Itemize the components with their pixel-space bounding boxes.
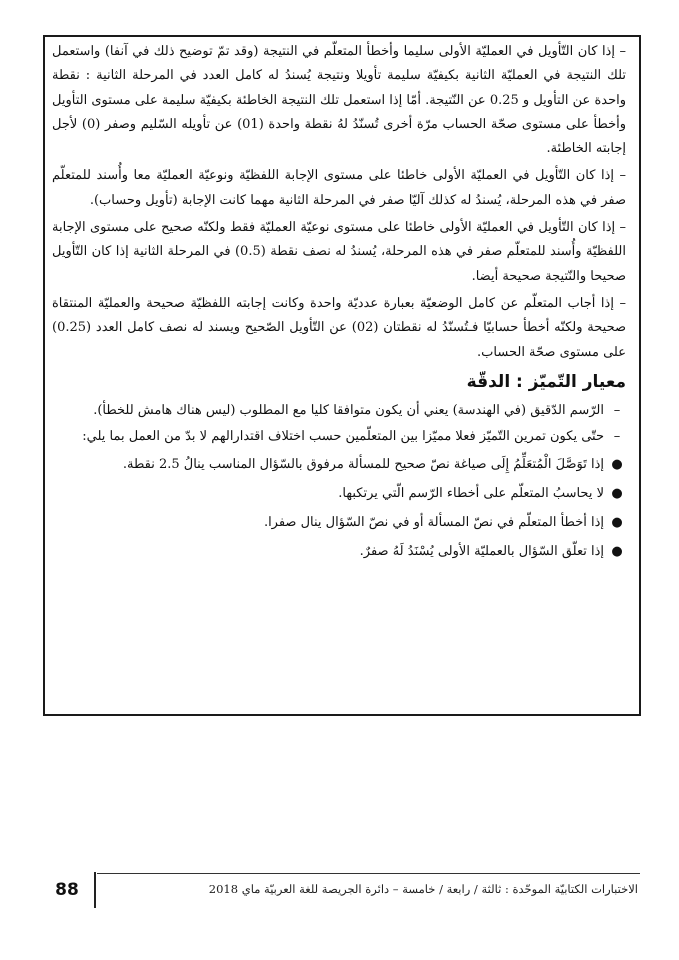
page-number: 88 xyxy=(40,872,96,908)
paragraph-1: – إذا كان التّأويل في العمليّة الأولى سليما وأخطأ المتعلّم في النتيجة (وقد تمّ توضيح ذلك في آنفا) واستعمل تلك النتيجة في العمليّة الثانية بكيفيّة سليمة تأويلا ونتيجة يُسندُ له كامل العدد في المرحلة الثانية : نقطة واحدة عن التأويل و 0.25 عن النّتيجة. أمّا إذا استعمل تلك النتيجة الخاطئة بكيفيّة سليمة على مستوى التأويل وأخطأ على مستوى صحّة الحساب مرّة أخرى تُسنّدُ لهُ نقطة واحدة (01) عن تأويله السّليم وصفر (0) لأجل إجابته الخاطئة. xyxy=(52,44,627,157)
list-item-text: إذا أخطأ المتعلّم في نصّ المسألة أو في نصّ السّؤال ينال صفرا. xyxy=(263,514,604,530)
paragraph-3: – إذا كان التّأويل في العمليّة الأولى خاطئا على مستوى نوعيّة العمليّة فقط ولكنّه صحيح على مستوى الإجابة اللفظيّة وأُسند للمتعلّم صفر في هذه المرحلة، يُسندُ له نصف نقطة (0.5) في المرحلة الثانية إذا كان التّأويل صحيحا والنّتيجة صحيحة أيضا. xyxy=(52,220,626,284)
list-item-text: إذا تعلّق السّؤال بالعمليّة الأولى يُسْنَدُ لَهُ صفرٌ. xyxy=(359,543,604,559)
list-item-text: حتّى يكون تمرين التّميّز فعلا مميّزا بين المتعلّمين حسب اختلاف اقتدارالهم لا بدّ من العمل بما يلي: xyxy=(82,428,604,444)
document-body xyxy=(52,40,626,566)
bullet-icon: ● xyxy=(611,456,623,472)
footer-divider xyxy=(97,873,640,874)
list-item xyxy=(52,537,626,566)
list-item xyxy=(52,398,626,424)
list-item-text: الرّسم الدّقيق (في الهندسة) يعني أن يكون متوافقا كليا مع المطلوب (ليس هناك هامش للخطأ). xyxy=(93,402,604,418)
dash-marker: – xyxy=(613,402,621,418)
paragraph-2: – إذا كان التّأويل في العمليّة الأولى خاطئا على مستوى الإجابة اللفظيّة ونوعيّة العمليّة معا وأُسند للمتعلّم صفر في هذه المرحلة، يُسندُ له كذلك آليّا صفر في المرحلة الثانية مهما كانت الإجابة (تأويل وحساب). xyxy=(52,168,626,208)
list-item xyxy=(52,479,626,508)
list-item xyxy=(52,450,626,479)
paragraph-4: – إذا أجاب المتعلّم عن كامل الوضعيّة بعبارة عدديّة واحدة وكانت إجابته اللفظيّة صحيحة والعمليّة المنتقاة صحيحة ولكنّه أخطأ حسابيّا فـتُسنّدُ له نقطتان (02) عن التّأويل الصّحيح ويسند له نصف كامل العدد (0.25) على مستوى صحّة الحساب. xyxy=(52,295,627,360)
bullet-icon: ● xyxy=(611,514,623,530)
criteria-list xyxy=(52,398,626,566)
footer-caption: الاختبارات الكتابيّة الموحّدة : ثالثة / رابعة / خامسة – دائرة الجريصة للغة العربيّة ماي 2018 xyxy=(208,882,638,896)
section-heading: معيار التّميّز : الدقّة xyxy=(466,371,626,392)
list-item-text: لا يحاسبُ المتعلّم على أخطاء الرّسم الّتي يرتكبها. xyxy=(338,485,604,501)
list-item xyxy=(52,508,626,537)
bullet-icon: ● xyxy=(611,485,623,501)
list-item-text: إذا تَوَصَّلَ الْمُتعَلِّمُ إِلَى صياغة نصّ صحيح للمسألة مرفوق بالسّؤال المناسب ينالُ 2.5 نقطة. xyxy=(122,456,604,472)
dash-marker: – xyxy=(613,428,621,444)
bullet-icon: ● xyxy=(611,543,623,559)
list-item xyxy=(52,424,626,450)
